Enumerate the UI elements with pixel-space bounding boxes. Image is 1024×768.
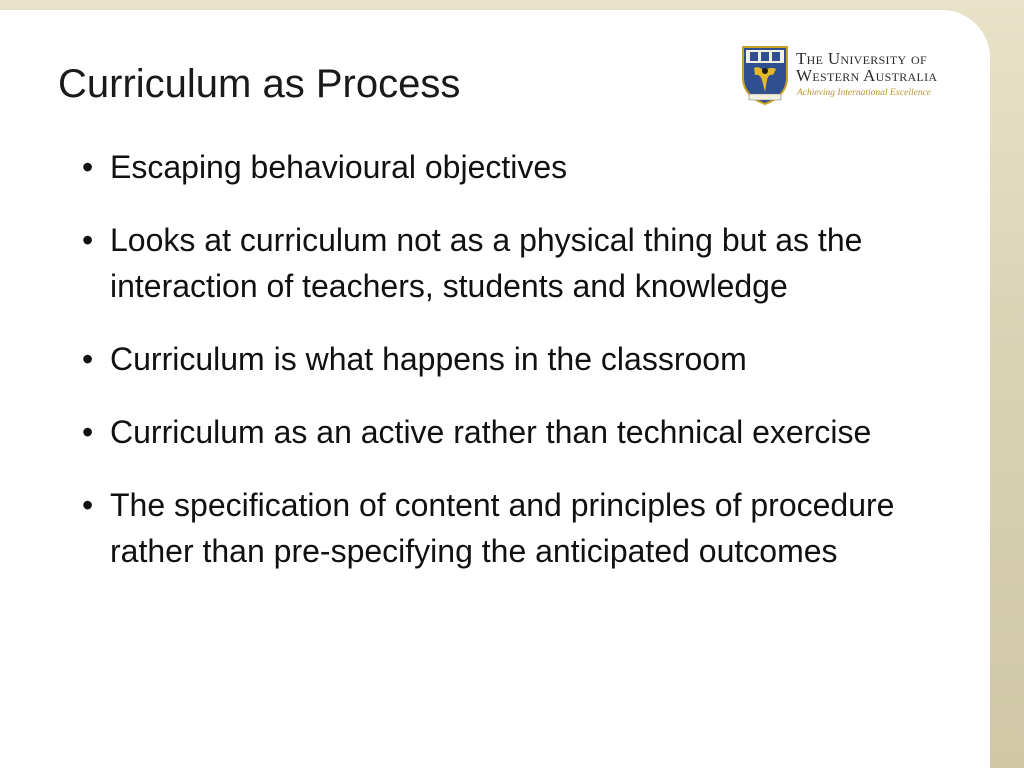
university-logo	[740, 44, 960, 108]
university-name-line1: The University of	[796, 49, 927, 68]
bullet-marker: •	[82, 414, 94, 450]
university-name-line2: Western Australia	[796, 66, 938, 85]
bullet-text: Curriculum is what happens in the classroom	[110, 341, 747, 377]
bullet-item	[82, 336, 962, 382]
bullet-item	[82, 217, 962, 309]
bullet-marker: •	[82, 222, 94, 258]
bullet-marker: •	[82, 149, 94, 185]
bullet-text: Curriculum as an active rather than technical exercise	[110, 414, 872, 450]
bullet-marker: •	[82, 487, 94, 523]
bullet-item	[82, 482, 962, 574]
bullet-text: Escaping behavioural objectives	[110, 149, 568, 185]
slide-content-area	[0, 10, 990, 768]
bullet-item	[82, 144, 962, 190]
bullet-text: Looks at curriculum not as a physical thing but as the interaction of teachers, students and knowledge	[110, 222, 863, 304]
slide-title: Curriculum as Process	[58, 62, 461, 106]
university-crest-icon	[740, 44, 790, 106]
bullet-list	[82, 144, 962, 601]
bullet-item	[82, 409, 962, 455]
bullet-marker: •	[82, 341, 94, 377]
bullet-text: The specification of content and principles of procedure rather than pre-specifying the anticipated outcomes	[110, 487, 895, 569]
university-motto: Achieving International Excellence	[797, 88, 931, 98]
